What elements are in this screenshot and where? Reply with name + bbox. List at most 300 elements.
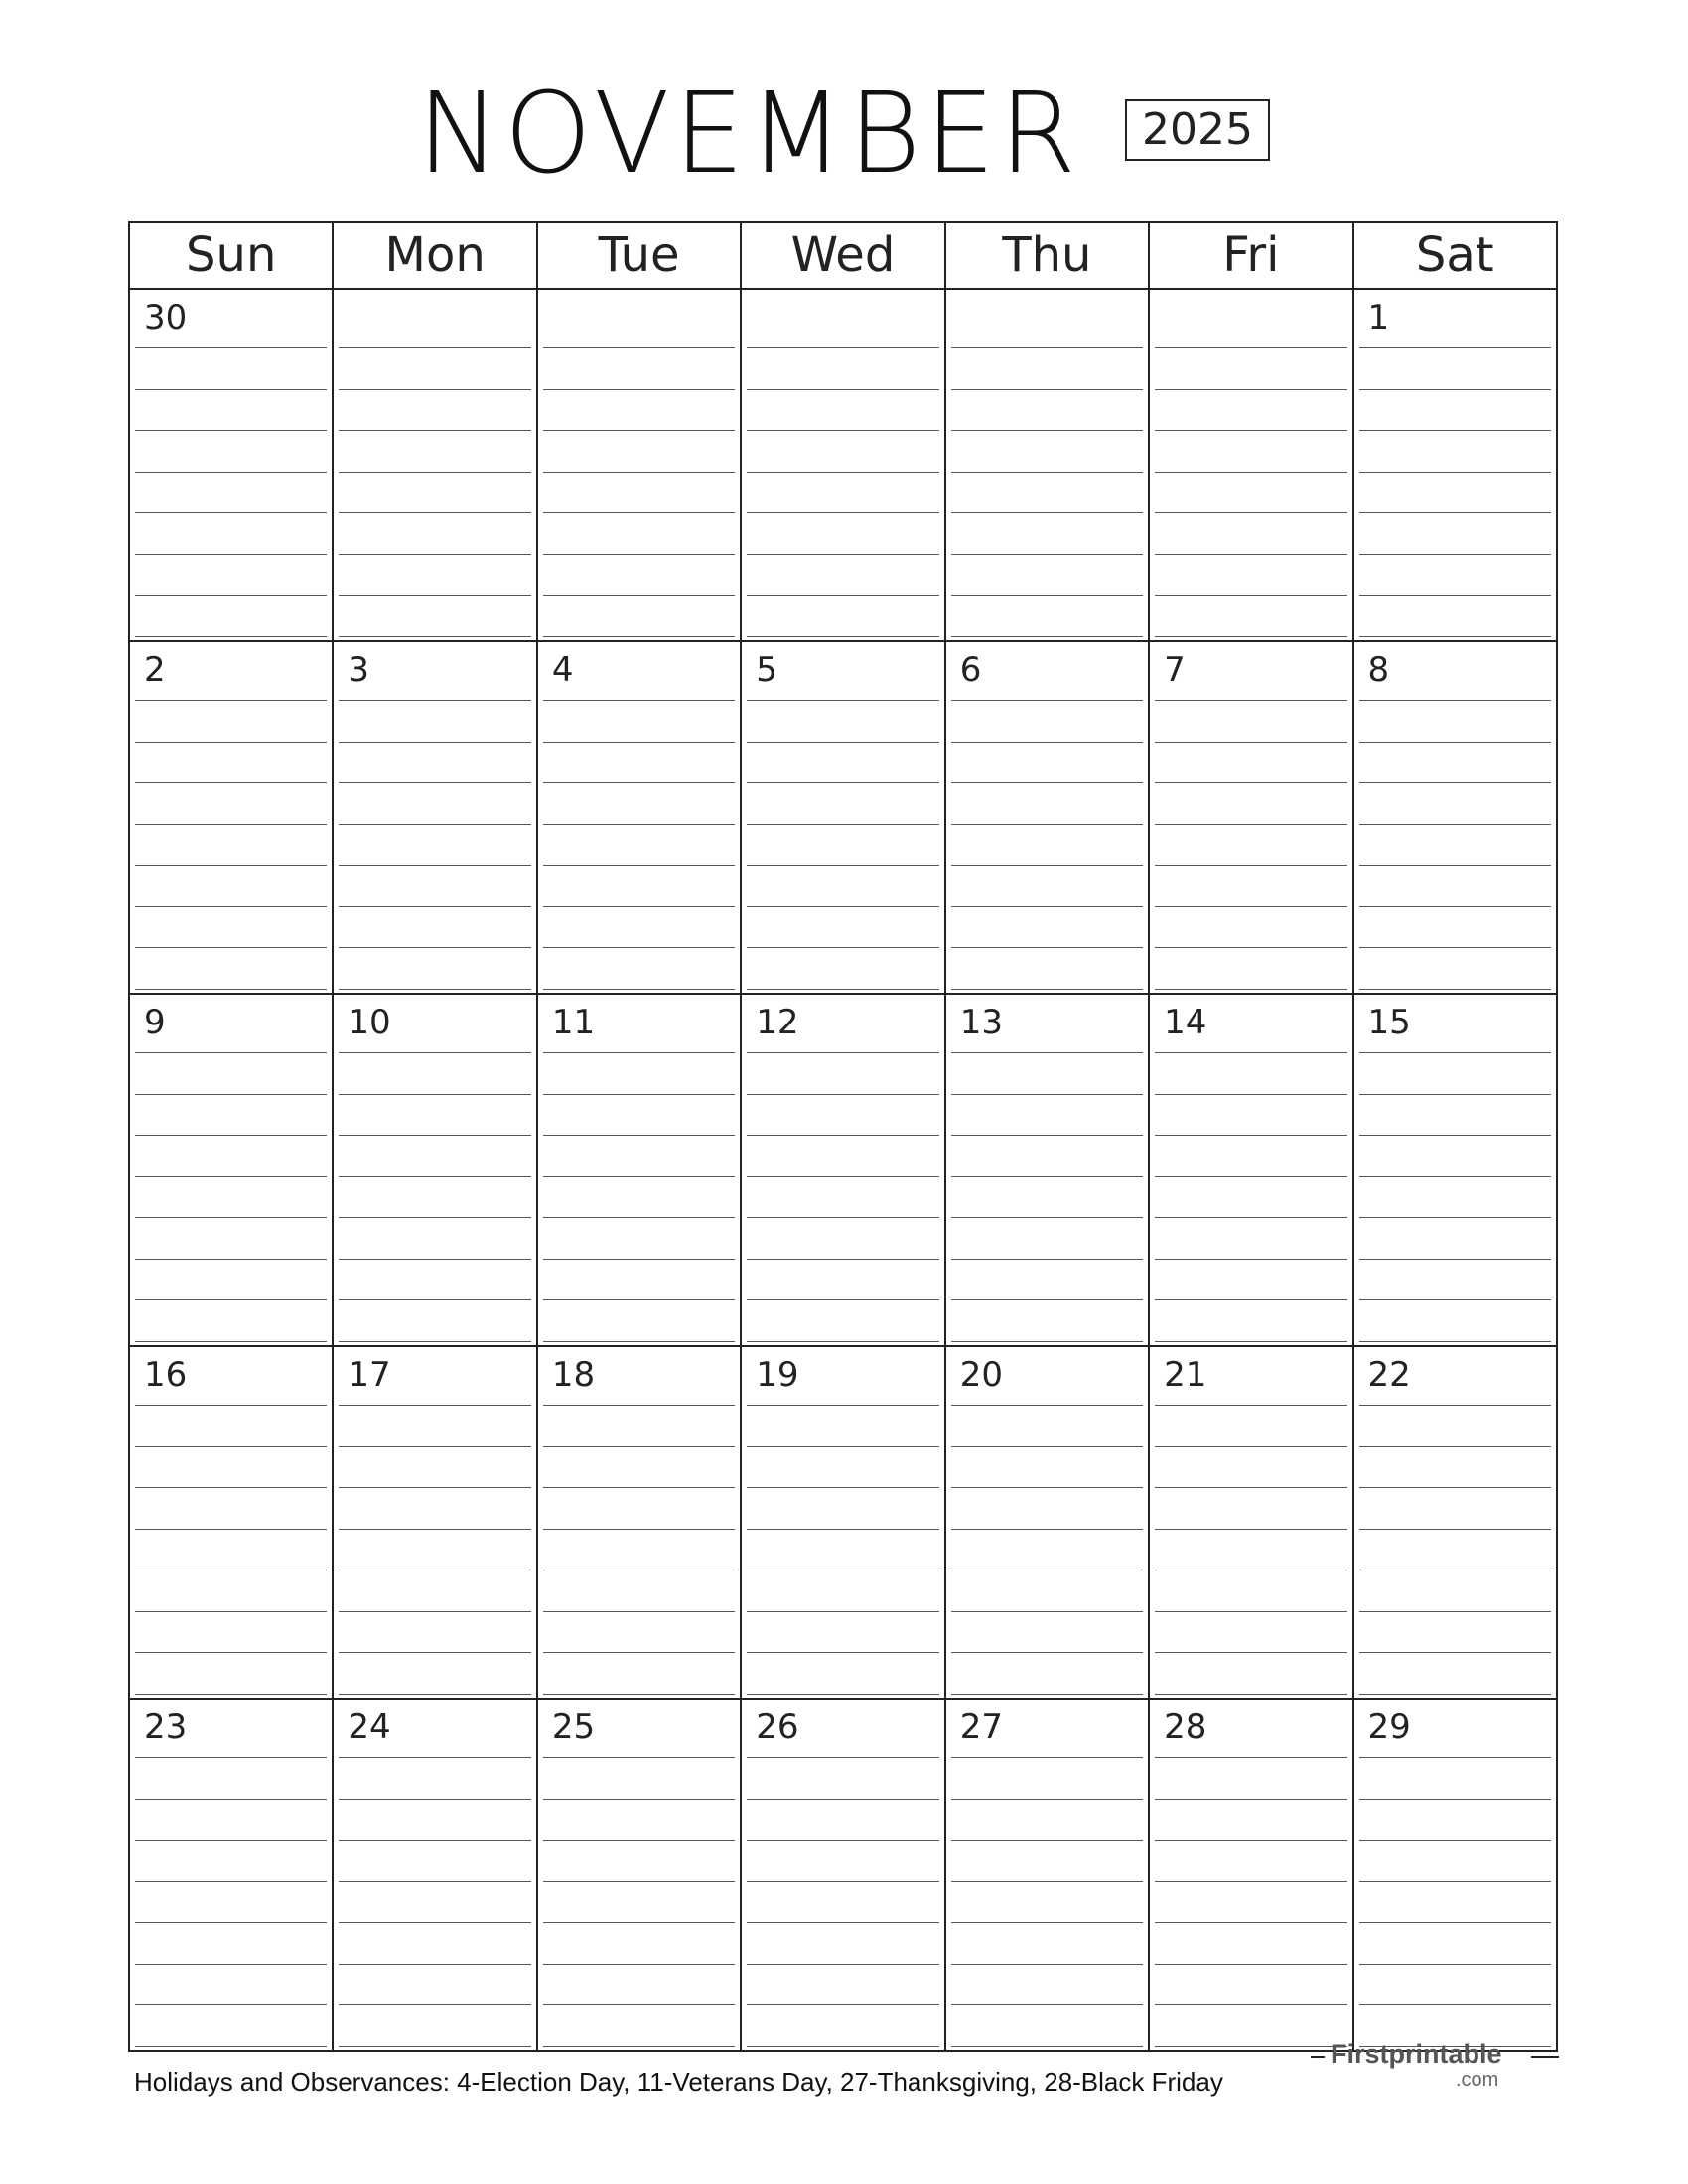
writing-line [543,2004,735,2046]
writing-line [747,1840,938,1881]
writing-line [543,1487,735,1529]
writing-line [339,1446,530,1488]
day-cell[interactable] [1354,290,1556,640]
day-cell[interactable] [130,1700,334,2050]
day-cell[interactable] [538,995,742,1345]
writing-line [1155,782,1346,824]
week-row [130,642,1556,995]
day-number: 18 [551,1355,596,1395]
writing-line [543,1757,735,1799]
writing-line [951,782,1143,824]
writing-line [951,1259,1143,1300]
writing-lines [339,1405,530,1734]
writing-line [543,389,735,431]
writing-line [1155,700,1346,742]
writing-line [543,1922,735,1964]
writing-line [951,554,1143,596]
day-cell[interactable] [742,995,945,1345]
writing-line [339,1135,530,1176]
day-cell[interactable] [130,995,334,1345]
writing-line [1359,782,1551,824]
writing-line [1359,1840,1551,1881]
day-cell[interactable] [1150,642,1353,993]
writing-line [747,472,938,513]
holidays-note: Holidays and Observances: 4-Election Day, 11-Veterans Day, 27-Thanksgiving, 28-Black Friday [134,2067,1223,2097]
writing-line [1155,1529,1346,1570]
writing-lines [1155,700,1346,1029]
writing-line [1359,1299,1551,1341]
day-cell[interactable] [946,642,1150,993]
day-number: 15 [1367,1003,1411,1042]
week-row [130,995,1556,1347]
writing-line [135,389,327,431]
day-cell[interactable] [946,1700,1150,2050]
writing-line [747,1446,938,1488]
writing-line [747,1881,938,1923]
writing-line [339,430,530,472]
writing-line [1359,1964,1551,2005]
writing-line [543,472,735,513]
writing-line [339,472,530,513]
writing-line [339,1964,530,2005]
day-number: 19 [756,1355,799,1395]
writing-line [1359,512,1551,554]
writing-line [543,1611,735,1653]
writing-lines [747,347,938,677]
writing-line [747,1052,938,1094]
day-number: 2 [144,650,166,690]
writing-line [747,1405,938,1446]
day-cell[interactable] [1150,290,1353,640]
writing-line [135,782,327,824]
writing-line [543,1094,735,1136]
writing-line [747,1487,938,1529]
writing-line [747,554,938,596]
weekday-fri: Fri [1150,223,1353,288]
writing-line [135,1217,327,1259]
writing-line [1359,1176,1551,1218]
day-number: 27 [959,1707,1003,1747]
writing-line [543,1217,735,1259]
writing-line [543,1259,735,1300]
day-cell[interactable] [334,642,537,993]
writing-line [951,1922,1143,1964]
day-cell[interactable] [946,995,1150,1345]
writing-line [135,1135,327,1176]
day-cell[interactable] [538,1347,742,1698]
day-cell[interactable] [538,1700,742,2050]
writing-lines [339,1757,530,2087]
day-number: 3 [348,650,370,690]
writing-line [1155,865,1346,906]
writing-line [135,1176,327,1218]
writing-line [951,1570,1143,1611]
day-number: 16 [144,1355,188,1395]
writing-line [543,1964,735,2005]
day-cell[interactable] [334,1347,537,1698]
day-number: 22 [1367,1355,1411,1395]
writing-line [747,700,938,742]
writing-line [339,1405,530,1446]
writing-line [135,1840,327,1881]
day-number: 12 [756,1003,799,1042]
writing-line [1359,824,1551,866]
writing-line [1155,1757,1346,1799]
writing-line [339,1176,530,1218]
day-number: 23 [144,1707,188,1747]
writing-line [135,1052,327,1094]
writing-line [543,742,735,783]
writing-line [543,347,735,389]
writing-lines [543,1052,735,1382]
writing-line [339,1217,530,1259]
writing-line [951,1405,1143,1446]
writing-line [747,1611,938,1653]
writing-line [135,347,327,389]
writing-line [135,700,327,742]
writing-line [1359,1135,1551,1176]
writing-line [339,1799,530,1841]
writing-line [747,1176,938,1218]
writing-line [951,430,1143,472]
writing-line [951,1529,1143,1570]
day-number: 8 [1367,650,1390,690]
writing-line [543,1881,735,1923]
writing-lines [543,700,735,1029]
writing-line [543,947,735,989]
day-number: 24 [348,1707,391,1747]
writing-line [1359,742,1551,783]
writing-lines [135,1757,327,2087]
day-number: 9 [144,1003,166,1042]
writing-lines [543,1405,735,1734]
writing-line [1155,906,1346,948]
calendar-grid [128,221,1558,2052]
writing-line [951,1840,1143,1881]
writing-line [951,1611,1143,1653]
writing-line [543,1299,735,1341]
writing-line [951,1446,1143,1488]
writing-line [543,906,735,948]
writing-line [1155,824,1346,866]
writing-line [747,1529,938,1570]
day-cell[interactable] [334,1700,537,2050]
day-cell[interactable] [742,1700,945,2050]
writing-line [747,595,938,636]
writing-line [1155,512,1346,554]
year-badge: 2025 [1125,99,1270,161]
day-cell[interactable] [1150,995,1353,1345]
writing-line [543,1529,735,1570]
writing-line [1155,1446,1346,1488]
week-row [130,1700,1556,2050]
title-area [0,69,1688,199]
writing-line [543,782,735,824]
writing-line [135,430,327,472]
writing-line [1155,472,1346,513]
day-number: 21 [1164,1355,1207,1395]
writing-line [747,1964,938,2005]
writing-line [135,1922,327,1964]
writing-lines [339,347,530,677]
writing-line [339,782,530,824]
writing-line [747,906,938,948]
day-number: 30 [144,298,188,338]
writing-line [543,1840,735,1881]
writing-line [951,1052,1143,1094]
writing-line [1155,1652,1346,1694]
writing-line [339,742,530,783]
writing-line [951,1799,1143,1841]
day-cell[interactable] [130,642,334,993]
writing-line [135,512,327,554]
writing-lines [1155,1405,1346,1734]
writing-line [747,1799,938,1841]
writing-line [1359,700,1551,742]
writing-line [543,1799,735,1841]
writing-line [1359,389,1551,431]
writing-line [135,1405,327,1446]
writing-line [339,1094,530,1136]
writing-line [543,824,735,866]
writing-line [1155,1840,1346,1881]
writing-line [1155,389,1346,431]
writing-line [1155,742,1346,783]
writing-line [747,512,938,554]
day-number: 6 [959,650,982,690]
week-row [130,290,1556,642]
writing-line [339,512,530,554]
writing-line [1359,1487,1551,1529]
writing-line [135,906,327,948]
day-number: 7 [1164,650,1186,690]
writing-line [951,1094,1143,1136]
writing-lines [951,1052,1143,1382]
writing-lines [1359,1405,1551,1734]
writing-line [543,1135,735,1176]
brand-name: Firstprintable [1331,2039,1502,2069]
writing-line [747,947,938,989]
writing-line [135,824,327,866]
writing-line [747,1259,938,1300]
day-number: 11 [551,1003,596,1042]
writing-line [135,595,327,636]
writing-line [951,595,1143,636]
day-number: 14 [1164,1003,1207,1042]
brand-suffix: .com [1456,2069,1499,2091]
writing-line [951,512,1143,554]
writing-line [339,1570,530,1611]
day-cell[interactable] [334,290,537,640]
writing-line [1155,1487,1346,1529]
writing-line [543,554,735,596]
writing-line [1359,1570,1551,1611]
writing-line [747,1135,938,1176]
writing-line [543,865,735,906]
writing-line [951,700,1143,742]
writing-lines [135,347,327,677]
day-cell[interactable] [1354,995,1556,1345]
writing-line [1359,1259,1551,1300]
writing-lines [747,1052,938,1382]
writing-line [1155,1259,1346,1300]
writing-line [135,2004,327,2046]
writing-line [1155,1176,1346,1218]
writing-line [135,554,327,596]
writing-line [1155,1094,1346,1136]
writing-line [339,1922,530,1964]
brand-logo [1311,2037,1559,2097]
writing-line [951,1176,1143,1218]
month-title: NOVEMBER [417,69,1080,199]
writing-line [1155,1052,1346,1094]
writing-lines [1359,347,1551,677]
day-cell[interactable] [334,995,537,1345]
writing-line [747,1922,938,1964]
writing-line [1359,1799,1551,1841]
writing-line [951,742,1143,783]
day-cell[interactable] [1354,1700,1556,2050]
writing-line [951,1881,1143,1923]
writing-lines [747,700,938,1029]
day-cell[interactable] [742,290,945,640]
writing-line [339,389,530,431]
weekday-wed: Wed [742,223,945,288]
writing-line [951,1757,1143,1799]
writing-line [747,430,938,472]
writing-line [543,1052,735,1094]
writing-lines [543,1757,735,2087]
writing-line [135,1259,327,1300]
writing-line [747,2004,938,2046]
writing-lines [951,700,1143,1029]
writing-line [135,947,327,989]
day-cell[interactable] [1354,642,1556,993]
writing-line [1359,1217,1551,1259]
writing-line [135,865,327,906]
writing-line [951,906,1143,948]
writing-line [543,1652,735,1694]
writing-line [1359,1881,1551,1923]
writing-line [543,1446,735,1488]
writing-line [1155,347,1346,389]
writing-line [1155,1611,1346,1653]
writing-line [747,1299,938,1341]
writing-lines [135,700,327,1029]
writing-line [339,347,530,389]
writing-line [135,742,327,783]
day-number: 5 [756,650,777,690]
writing-line [339,1052,530,1094]
writing-lines [951,1757,1143,2087]
writing-line [1155,554,1346,596]
day-cell[interactable] [538,290,742,640]
writing-line [747,865,938,906]
day-cell[interactable] [1150,1700,1353,2050]
writing-line [135,1487,327,1529]
weeks-container [130,290,1556,2050]
day-cell[interactable] [538,642,742,993]
writing-line [543,512,735,554]
writing-line [951,1299,1143,1341]
week-row [130,1347,1556,1700]
writing-line [1155,1799,1346,1841]
writing-line [1359,1052,1551,1094]
writing-line [1359,554,1551,596]
day-number: 4 [551,650,574,690]
writing-line [543,700,735,742]
day-cell[interactable] [130,290,334,640]
writing-line [951,347,1143,389]
writing-lines [135,1405,327,1734]
writing-line [1359,1446,1551,1488]
writing-line [747,1094,938,1136]
brand-rule-right [1531,2056,1559,2058]
writing-line [747,824,938,866]
writing-lines [951,347,1143,677]
writing-line [339,1259,530,1300]
writing-line [951,947,1143,989]
day-number: 25 [551,1707,596,1747]
writing-line [543,430,735,472]
writing-lines [1155,1052,1346,1382]
writing-line [135,1799,327,1841]
writing-line [339,1487,530,1529]
day-number: 26 [756,1707,799,1747]
writing-line [951,1217,1143,1259]
writing-line [1359,906,1551,948]
writing-line [951,389,1143,431]
writing-line [135,1881,327,1923]
writing-line [135,472,327,513]
writing-line [339,824,530,866]
writing-line [135,1611,327,1653]
writing-line [1155,1405,1346,1446]
day-number: 13 [959,1003,1003,1042]
writing-line [135,1299,327,1341]
brand-rule-left [1311,2056,1325,2058]
day-cell[interactable] [946,1347,1150,1698]
writing-line [339,1611,530,1653]
writing-line [747,1570,938,1611]
writing-lines [339,700,530,1029]
day-cell[interactable] [742,1347,945,1698]
weekday-thu: Thu [946,223,1150,288]
writing-lines [747,1757,938,2087]
day-cell[interactable] [1354,1347,1556,1698]
day-cell[interactable] [130,1347,334,1698]
writing-line [1155,1570,1346,1611]
day-number: 28 [1164,1707,1207,1747]
weekday-mon: Mon [334,223,537,288]
writing-line [1155,1881,1346,1923]
writing-line [135,1570,327,1611]
weekday-sun: Sun [130,223,334,288]
writing-line [135,1652,327,1694]
writing-line [339,1840,530,1881]
day-cell[interactable] [742,642,945,993]
day-number: 1 [1367,298,1390,338]
writing-line [1155,947,1346,989]
writing-lines [747,1405,938,1734]
writing-line [1155,1299,1346,1341]
writing-line [1359,947,1551,989]
day-cell[interactable] [1150,1347,1353,1698]
day-cell[interactable] [946,290,1150,640]
writing-line [135,1964,327,2005]
writing-line [1359,1757,1551,1799]
writing-lines [1155,347,1346,677]
